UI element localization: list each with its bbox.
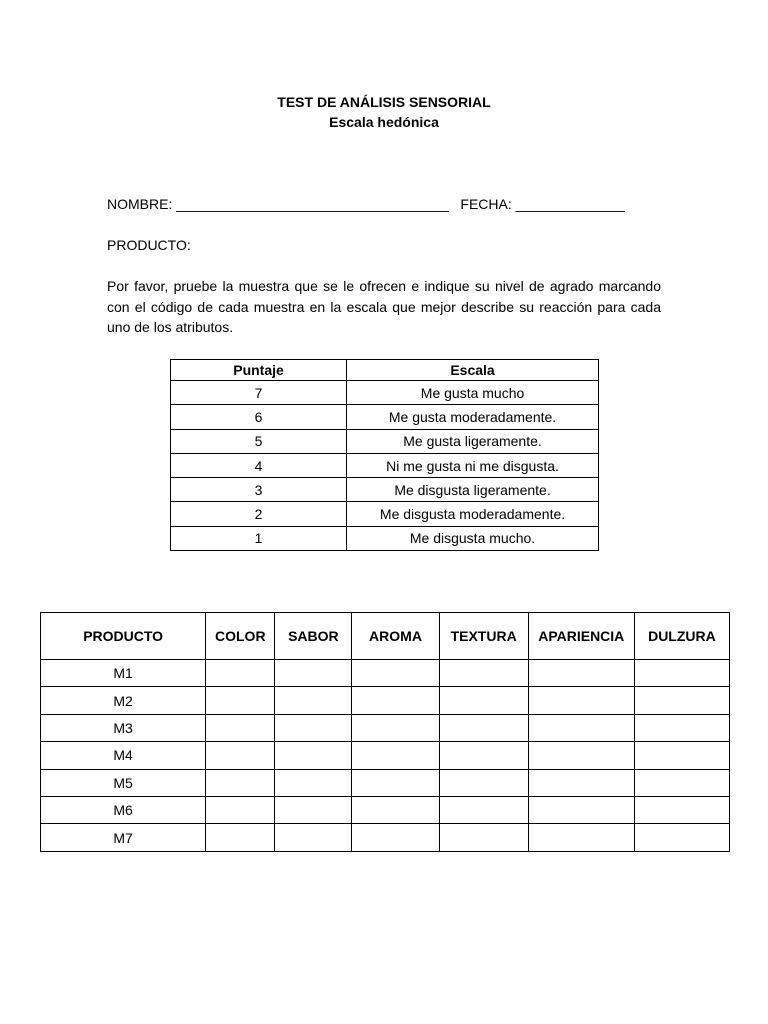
eval-row	[41, 660, 730, 687]
eval-cell-sabor[interactable]	[275, 824, 352, 851]
instructions-paragraph: Por favor, pruebe la muestra que se le ofrecen e indique su nivel de agrado marcando con el código de cada muestra en la escala que mejor describe su reacción para cada uno de los atributos.	[107, 278, 661, 335]
eval-sample-label: M3	[41, 714, 206, 741]
scale-score: 2	[171, 502, 347, 526]
eval-cell-apariencia[interactable]	[528, 687, 634, 714]
eval-sample-label: M6	[41, 796, 206, 823]
scale-score: 5	[171, 429, 347, 453]
scale-score: 3	[171, 478, 347, 502]
eval-header-textura: TEXTURA	[439, 613, 528, 660]
eval-row	[41, 714, 730, 741]
eval-sample-label: M2	[41, 687, 206, 714]
eval-cell-textura[interactable]	[439, 824, 528, 851]
eval-cell-color[interactable]	[206, 769, 275, 796]
eval-cell-color[interactable]	[206, 660, 275, 687]
eval-header-apariencia: APARIENCIA	[528, 613, 634, 660]
eval-cell-aroma[interactable]	[352, 769, 439, 796]
eval-sample-label: M7	[41, 824, 206, 851]
eval-cell-sabor[interactable]	[275, 796, 352, 823]
eval-cell-color[interactable]	[206, 796, 275, 823]
fecha-label: FECHA:	[460, 196, 512, 212]
scale-header-desc: Escala	[347, 360, 599, 381]
scale-row	[171, 453, 599, 477]
scale-desc: Me disgusta mucho.	[347, 526, 599, 550]
eval-cell-sabor[interactable]	[275, 687, 352, 714]
eval-sample-label: M5	[41, 769, 206, 796]
evaluation-table	[40, 612, 730, 852]
name-date-row	[107, 194, 625, 214]
eval-cell-apariencia[interactable]	[528, 796, 634, 823]
eval-header-color: COLOR	[206, 613, 275, 660]
eval-cell-color[interactable]	[206, 824, 275, 851]
eval-cell-aroma[interactable]	[352, 824, 439, 851]
eval-cell-color[interactable]	[206, 742, 275, 769]
scale-row	[171, 526, 599, 550]
eval-cell-dulzura[interactable]	[634, 687, 729, 714]
scale-row	[171, 429, 599, 453]
eval-sample-label: M4	[41, 742, 206, 769]
producto-label: PRODUCTO:	[107, 237, 191, 253]
eval-cell-aroma[interactable]	[352, 714, 439, 741]
eval-header-aroma: AROMA	[352, 613, 439, 660]
scale-header-row	[171, 360, 599, 381]
eval-row	[41, 687, 730, 714]
document-subtitle: Escala hedónica	[329, 114, 439, 130]
nombre-label: NOMBRE:	[107, 196, 173, 212]
eval-cell-textura[interactable]	[439, 742, 528, 769]
scale-desc: Ni me gusta ni me disgusta.	[347, 453, 599, 477]
scale-desc: Me gusta moderadamente.	[347, 405, 599, 429]
scale-desc: Me disgusta ligeramente.	[347, 478, 599, 502]
scale-header-score: Puntaje	[171, 360, 347, 381]
eval-cell-apariencia[interactable]	[528, 824, 634, 851]
eval-cell-sabor[interactable]	[275, 714, 352, 741]
nombre-blank: ___________________________________	[176, 196, 449, 212]
eval-cell-dulzura[interactable]	[634, 742, 729, 769]
scale-row	[171, 502, 599, 526]
eval-cell-textura[interactable]	[439, 687, 528, 714]
scale-row	[171, 478, 599, 502]
scale-desc: Me disgusta moderadamente.	[347, 502, 599, 526]
scale-score: 7	[171, 381, 347, 405]
eval-row	[41, 796, 730, 823]
document-title: TEST DE ANÁLISIS SENSORIAL	[277, 94, 491, 110]
eval-row	[41, 824, 730, 851]
eval-cell-aroma[interactable]	[352, 687, 439, 714]
eval-cell-textura[interactable]	[439, 714, 528, 741]
scale-score: 6	[171, 405, 347, 429]
eval-cell-dulzura[interactable]	[634, 824, 729, 851]
eval-sample-label: M1	[41, 660, 206, 687]
eval-cell-sabor[interactable]	[275, 769, 352, 796]
scale-desc: Me gusta mucho	[347, 381, 599, 405]
eval-cell-textura[interactable]	[439, 660, 528, 687]
eval-cell-aroma[interactable]	[352, 660, 439, 687]
scale-row	[171, 405, 599, 429]
eval-cell-color[interactable]	[206, 687, 275, 714]
eval-cell-textura[interactable]	[439, 769, 528, 796]
eval-cell-apariencia[interactable]	[528, 714, 634, 741]
eval-cell-dulzura[interactable]	[634, 769, 729, 796]
eval-header-row	[41, 613, 730, 660]
eval-cell-apariencia[interactable]	[528, 769, 634, 796]
eval-cell-aroma[interactable]	[352, 742, 439, 769]
eval-cell-color[interactable]	[206, 714, 275, 741]
hedonic-scale-table	[170, 359, 599, 551]
eval-cell-textura[interactable]	[439, 796, 528, 823]
eval-header-dulzura: DULZURA	[634, 613, 729, 660]
eval-cell-dulzura[interactable]	[634, 660, 729, 687]
scale-score: 4	[171, 453, 347, 477]
eval-header-producto: PRODUCTO	[41, 613, 206, 660]
scale-score: 1	[171, 526, 347, 550]
fecha-blank: ______________	[515, 196, 625, 212]
eval-cell-apariencia[interactable]	[528, 742, 634, 769]
eval-cell-aroma[interactable]	[352, 796, 439, 823]
eval-header-sabor: SABOR	[275, 613, 352, 660]
eval-cell-dulzura[interactable]	[634, 796, 729, 823]
eval-cell-sabor[interactable]	[275, 742, 352, 769]
scale-desc: Me gusta ligeramente.	[347, 429, 599, 453]
scale-row	[171, 381, 599, 405]
eval-cell-dulzura[interactable]	[634, 714, 729, 741]
eval-row	[41, 769, 730, 796]
eval-row	[41, 742, 730, 769]
eval-cell-sabor[interactable]	[275, 660, 352, 687]
eval-cell-apariencia[interactable]	[528, 660, 634, 687]
